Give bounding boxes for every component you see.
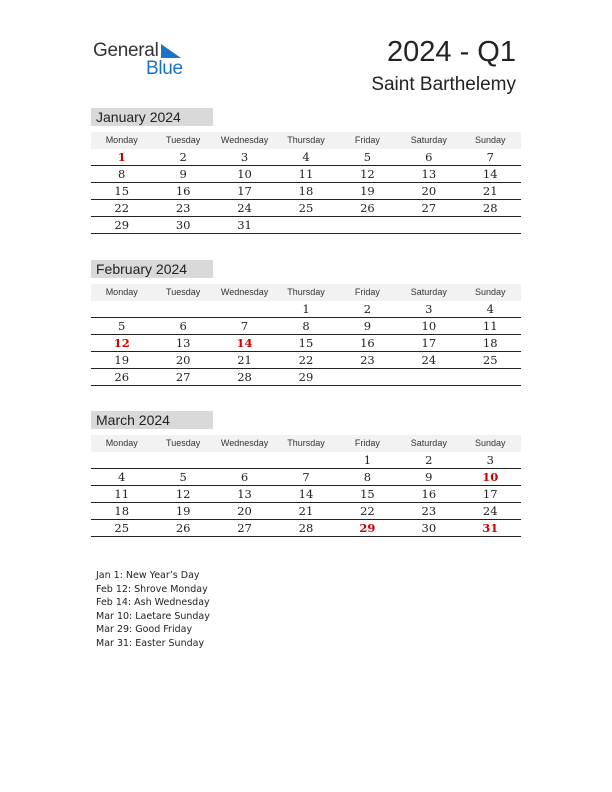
date-cell: 15 (298, 336, 314, 350)
date-cell: 4 (486, 302, 494, 316)
page-subtitle: Saint Barthelemy (371, 74, 516, 95)
weekday-header: Wednesday (220, 135, 269, 145)
week-row (91, 369, 521, 386)
date-cell: 3 (240, 150, 249, 164)
date-cell: 20 (237, 504, 252, 518)
date-cell: 22 (360, 504, 375, 518)
week-row (91, 217, 521, 234)
date-cell: 29 (298, 370, 314, 384)
date-cell: 13 (237, 487, 252, 501)
date-cell: 7 (302, 470, 310, 484)
holiday-date-cell: 1 (117, 150, 126, 164)
weekday-header: Wednesday (220, 438, 269, 448)
date-cell: 2 (179, 150, 187, 164)
weekday-header: Friday (354, 287, 380, 297)
date-cell: 28 (482, 201, 498, 215)
holiday-date-cell: 14 (236, 336, 253, 350)
weekday-header: Wednesday (220, 287, 269, 297)
date-cell: 28 (237, 370, 252, 384)
date-cell: 1 (363, 453, 372, 467)
date-cell: 16 (360, 336, 375, 350)
weekday-header: Thursday (287, 135, 325, 145)
weekday-header-row (91, 132, 521, 149)
date-cell: 17 (237, 184, 252, 198)
date-cell: 16 (421, 487, 437, 501)
date-cell: 11 (298, 167, 314, 181)
date-cell: 14 (482, 167, 498, 181)
date-cell: 30 (421, 521, 437, 535)
date-cell: 4 (302, 150, 310, 164)
holiday-list (96, 569, 210, 650)
date-cell: 27 (421, 201, 437, 215)
date-cell: 2 (425, 453, 433, 467)
holiday-item: Feb 14: Ash Wednesday (96, 597, 210, 608)
date-cell (275, 217, 336, 233)
date-cell (152, 301, 213, 317)
month-label: March 2024 (91, 411, 213, 429)
date-cell: 23 (360, 353, 375, 367)
date-cell: 26 (175, 521, 191, 535)
weekday-header: Thursday (287, 287, 325, 297)
date-cell: 3 (425, 302, 433, 316)
date-cell: 25 (114, 521, 130, 535)
week-row (91, 352, 521, 369)
date-cell: 23 (175, 201, 191, 215)
date-cell: 11 (482, 319, 498, 333)
weekday-header: Sunday (474, 287, 506, 297)
date-cell: 15 (360, 487, 375, 501)
date-cell: 24 (421, 353, 437, 367)
holiday-date-cell: 31 (482, 521, 499, 535)
date-cell: 24 (237, 201, 252, 215)
date-cell (337, 369, 398, 385)
date-cell: 19 (360, 184, 375, 198)
week-row (91, 469, 521, 486)
date-cell: 18 (482, 336, 498, 350)
date-cell: 26 (360, 201, 375, 215)
weekday-header-row (91, 435, 521, 452)
date-cell (398, 369, 459, 385)
date-cell: 16 (175, 184, 191, 198)
holiday-item: Mar 29: Good Friday (96, 624, 193, 635)
date-cell (460, 217, 521, 233)
page-title: 2024 - Q1 (387, 36, 516, 68)
weekday-header: Sunday (474, 438, 506, 448)
logo-text-general: General (93, 40, 159, 61)
date-cell: 22 (114, 201, 130, 215)
date-cell: 19 (114, 353, 130, 367)
date-cell: 31 (237, 218, 252, 232)
date-cell: 24 (482, 504, 498, 518)
date-cell: 3 (486, 453, 494, 467)
week-row (91, 149, 521, 166)
date-cell: 8 (363, 470, 372, 484)
date-cell: 20 (175, 353, 191, 367)
date-cell: 13 (175, 336, 191, 350)
week-row (91, 486, 521, 503)
month-label: February 2024 (91, 260, 213, 278)
month-march (91, 411, 521, 537)
weekday-header: Friday (354, 438, 380, 448)
holiday-item: Mar 31: Easter Sunday (96, 637, 205, 649)
holiday-item: Feb 12: Shrove Monday (96, 583, 208, 595)
weekday-header: Tuesday (166, 135, 201, 145)
date-cell: 25 (298, 201, 314, 215)
logo-text-blue: Blue (146, 58, 183, 79)
weekday-header: Tuesday (166, 287, 201, 297)
date-cell: 28 (298, 521, 314, 535)
date-cell: 8 (118, 167, 126, 181)
date-cell: 6 (240, 470, 249, 484)
date-cell (91, 452, 152, 468)
week-row (91, 200, 521, 217)
date-cell: 13 (421, 167, 437, 181)
date-cell: 9 (425, 470, 433, 484)
weekday-header: Thursday (287, 438, 325, 448)
logo (93, 40, 193, 80)
date-cell: 29 (114, 218, 130, 232)
date-cell: 30 (175, 218, 191, 232)
weekday-header: Monday (105, 287, 138, 297)
date-cell: 12 (175, 487, 191, 501)
date-cell: 22 (298, 353, 314, 367)
date-cell: 25 (482, 353, 498, 367)
date-cell (214, 301, 275, 317)
week-row (91, 503, 521, 520)
date-cell: 8 (302, 319, 310, 333)
holiday-item: Mar 10: Laetare Sunday (96, 610, 210, 622)
date-cell: 20 (421, 184, 437, 198)
weekday-header: Monday (105, 438, 138, 448)
date-cell (91, 301, 152, 317)
date-cell: 7 (486, 150, 494, 164)
weekday-header: Saturday (410, 135, 447, 145)
date-cell: 10 (421, 319, 437, 333)
weekday-header: Tuesday (166, 438, 201, 448)
date-cell (398, 217, 459, 233)
month-february (91, 260, 521, 386)
week-row (91, 318, 521, 335)
date-cell: 27 (175, 370, 191, 384)
weekday-header: Monday (105, 135, 138, 145)
date-cell: 27 (237, 521, 252, 535)
week-row (91, 335, 521, 352)
date-cell: 21 (482, 184, 498, 198)
date-cell: 18 (114, 504, 130, 518)
date-cell: 5 (118, 319, 126, 333)
weekday-header: Friday (354, 135, 380, 145)
date-cell: 7 (240, 319, 249, 333)
date-cell: 9 (179, 167, 187, 181)
week-row (91, 301, 521, 318)
date-cell (275, 452, 336, 468)
holiday-date-cell: 29 (359, 521, 376, 535)
date-cell: 5 (179, 470, 187, 484)
week-row (91, 520, 521, 537)
holiday-date-cell: 10 (482, 470, 499, 484)
date-cell: 5 (363, 150, 372, 164)
date-cell (460, 369, 521, 385)
week-row (91, 183, 521, 200)
date-cell: 12 (360, 167, 375, 181)
date-cell (214, 452, 275, 468)
weekday-header: Sunday (474, 135, 506, 145)
holiday-date-cell: 12 (113, 336, 130, 350)
date-cell: 15 (114, 184, 130, 198)
month-label: January 2024 (91, 108, 213, 126)
date-cell: 2 (363, 302, 372, 316)
date-cell: 4 (118, 470, 126, 484)
date-cell: 21 (298, 504, 314, 518)
date-cell: 17 (421, 336, 437, 350)
date-cell: 14 (298, 487, 314, 501)
weekday-header-row (91, 284, 521, 301)
weekday-header: Saturday (410, 438, 447, 448)
date-cell: 23 (421, 504, 437, 518)
date-cell: 17 (482, 487, 498, 501)
date-cell: 10 (237, 167, 252, 181)
date-cell (337, 217, 398, 233)
date-cell: 6 (425, 150, 433, 164)
date-cell: 19 (175, 504, 191, 518)
date-cell: 18 (298, 184, 314, 198)
date-cell (152, 452, 213, 468)
date-cell: 21 (237, 353, 252, 367)
date-cell: 9 (363, 319, 372, 333)
weekday-header: Saturday (410, 287, 447, 297)
week-row (91, 166, 521, 183)
month-january (91, 108, 521, 234)
date-cell: 1 (302, 302, 310, 316)
date-cell: 26 (114, 370, 130, 384)
holiday-item: Jan 1: New Year’s Day (96, 570, 200, 581)
date-cell: 11 (114, 487, 130, 501)
date-cell: 6 (179, 319, 187, 333)
week-row (91, 452, 521, 469)
